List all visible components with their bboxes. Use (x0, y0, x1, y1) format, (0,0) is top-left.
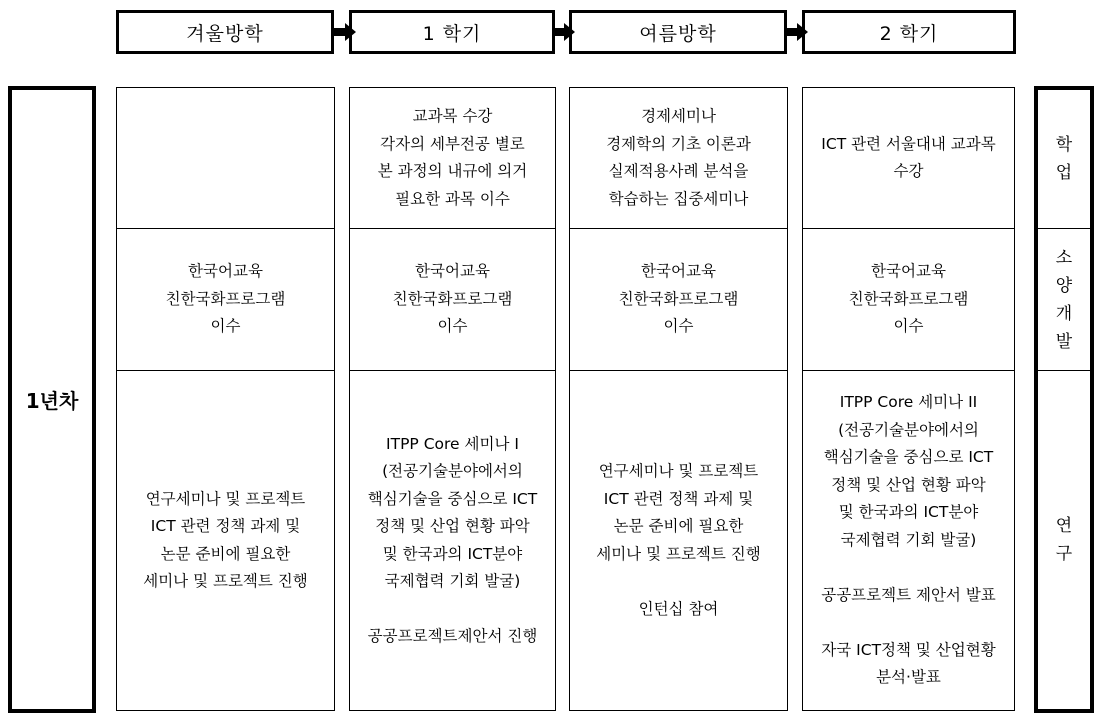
cell-culture-summer (569, 228, 788, 371)
phase-label: 2 학기 (879, 22, 939, 45)
year-label: 1년차 (25, 389, 79, 413)
cell-culture-sem2 (802, 228, 1015, 371)
cell-text: 경제세미나 경제학의 기초 이론과 실제적용사례 분석을 학습하는 집중세미나 (606, 107, 751, 208)
category-research (1038, 371, 1090, 709)
cell-research-sem2 (802, 370, 1015, 711)
phase-label: 1 학기 (422, 22, 482, 45)
cell-text: ITPP Core 세미나 I (전공기술분야에서의 핵심기술을 중심으로 ICT 정책 및 산업 현황 파악 및 한국과의 ICT분야 국제협력 기회 발굴) 공공프로젝트제안서 진행 (367, 434, 538, 645)
category-label: 학 업 (1055, 135, 1073, 183)
cell-academic-sem2 (802, 87, 1015, 229)
phase-semester-1 (349, 10, 555, 54)
right-arrow-icon (786, 23, 808, 41)
right-arrow-icon (553, 23, 575, 41)
cell-text: 연구세미나 및 프로젝트 ICT 관련 정책 과제 및 논문 준비에 필요한 세미나 및 프로젝트 진행 인턴십 참여 (596, 462, 761, 618)
phase-semester-2 (802, 10, 1016, 54)
cell-text: ICT 관련 서울대내 교과목 수강 (821, 134, 996, 180)
right-arrow-icon (334, 23, 356, 41)
cell-culture-sem1 (349, 228, 556, 371)
phase-label: 여름방학 (639, 22, 717, 45)
cell-academic-winter (116, 87, 335, 229)
phase-summer-break (569, 10, 787, 54)
cell-research-sem1 (349, 370, 556, 711)
year-label-box (8, 86, 96, 713)
cell-text: 한국어교육 친한국화프로그램 이수 (392, 262, 513, 336)
cell-text: 한국어교육 친한국화프로그램 이수 (618, 262, 739, 336)
cell-text: 교과목 수강 각자의 세부전공 별로 본 과정의 내규에 의거 필요한 과목 이수 (377, 107, 528, 208)
cell-research-summer (569, 370, 788, 711)
phase-winter-break (116, 10, 334, 54)
cell-text: 연구세미나 및 프로젝트 ICT 관련 정책 과제 및 논문 준비에 필요한 세미나 및 프로젝트 진행 (143, 489, 308, 590)
category-culture (1038, 229, 1090, 371)
cell-academic-summer (569, 87, 788, 229)
phase-label: 겨울방학 (186, 22, 264, 45)
cell-academic-sem1 (349, 87, 556, 229)
cell-culture-winter (116, 228, 335, 371)
cell-text: 한국어교육 친한국화프로그램 이수 (848, 262, 969, 336)
category-academic (1038, 90, 1090, 229)
category-label: 연 구 (1055, 516, 1073, 564)
cell-text: 한국어교육 친한국화프로그램 이수 (165, 262, 286, 336)
cell-research-winter (116, 370, 335, 711)
cell-text: ITPP Core 세미나 II (전공기술분야에서의 핵심기술을 중심으로 ICT 정책 및 산업 현황 파악 및 한국과의 ICT분야 국제협력 기회 발굴) 공공프로젝트 제안서 발표 자국 ICT정책 및 산업현황 분석·발표 (821, 393, 996, 687)
category-label: 소 양 개 발 (1055, 247, 1073, 352)
